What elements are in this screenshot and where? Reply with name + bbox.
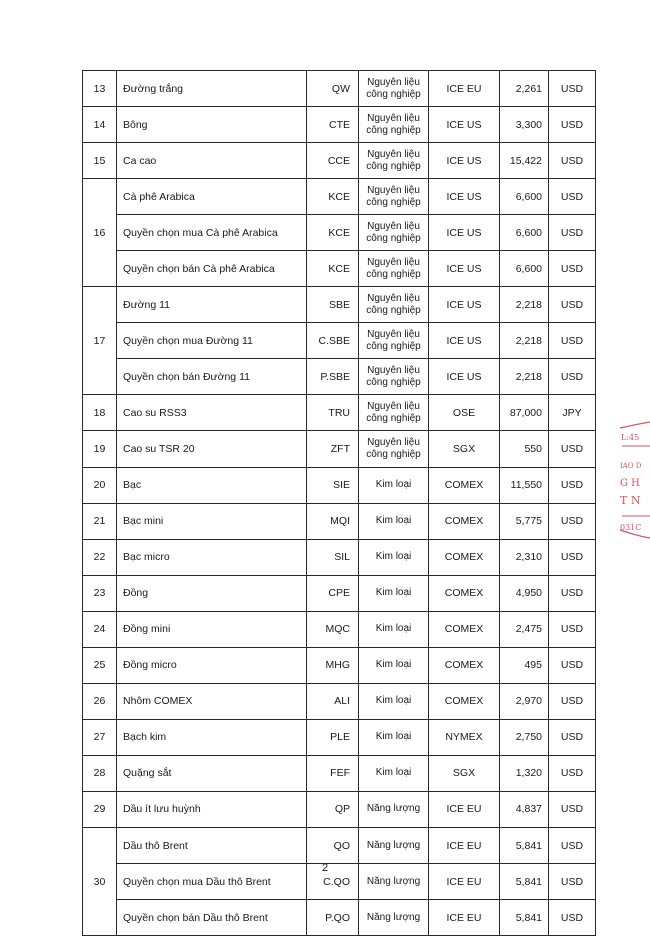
product-name: Đồng <box>117 575 307 611</box>
currency-unit: USD <box>549 179 596 215</box>
product-code: FEF <box>307 755 359 791</box>
currency-unit: USD <box>549 683 596 719</box>
row-number: 30 <box>83 827 117 935</box>
table-row <box>83 467 596 503</box>
row-number: 16 <box>83 179 117 287</box>
currency-unit: JPY <box>549 395 596 431</box>
table-row <box>83 503 596 539</box>
stamp-text-fragment: T N <box>620 494 641 507</box>
row-number: 28 <box>83 755 117 791</box>
exchange: ICE EU <box>429 900 500 936</box>
product-name: Dầu ít lưu huỳnh <box>117 791 307 827</box>
table-row <box>83 287 596 323</box>
row-number: 25 <box>83 647 117 683</box>
table-row <box>83 431 596 467</box>
exchange: COMEX <box>429 539 500 575</box>
product-group: Nguyên liệu công nghiệp <box>359 395 429 431</box>
product-code: C.QO <box>307 864 359 900</box>
exchange: COMEX <box>429 467 500 503</box>
product-group: Kim loại <box>359 467 429 503</box>
product-code: QW <box>307 71 359 107</box>
table-row <box>83 791 596 827</box>
product-group: Kim loại <box>359 755 429 791</box>
currency-unit: USD <box>549 864 596 900</box>
currency-unit: USD <box>549 431 596 467</box>
product-group: Kim loại <box>359 611 429 647</box>
exchange: ICE EU <box>429 791 500 827</box>
row-number: 20 <box>83 467 117 503</box>
product-name: Nhôm COMEX <box>117 683 307 719</box>
product-group: Nguyên liệu công nghiệp <box>359 431 429 467</box>
currency-unit: USD <box>549 467 596 503</box>
product-code: ZFT <box>307 431 359 467</box>
product-name: Quyền chọn bán Cà phê Arabica <box>117 251 307 287</box>
product-group: Kim loại <box>359 503 429 539</box>
stamp-text-fragment: 031C <box>620 523 642 532</box>
row-number: 24 <box>83 611 117 647</box>
row-number: 14 <box>83 107 117 143</box>
margin-value: 11,550 <box>500 467 549 503</box>
product-code: MQI <box>307 503 359 539</box>
product-group: Nguyên liệu công nghiệp <box>359 107 429 143</box>
margin-value: 5,841 <box>500 827 549 863</box>
table-row <box>83 71 596 107</box>
currency-unit: USD <box>549 900 596 936</box>
product-code: SIL <box>307 539 359 575</box>
margin-value: 2,261 <box>500 71 549 107</box>
table-row <box>83 683 596 719</box>
exchange: ICE US <box>429 323 500 359</box>
product-code: QP <box>307 791 359 827</box>
exchange: COMEX <box>429 575 500 611</box>
product-code: SBE <box>307 287 359 323</box>
row-number: 23 <box>83 575 117 611</box>
currency-unit: USD <box>549 611 596 647</box>
red-seal-stamp-graphic <box>618 416 650 542</box>
product-name: Đường 11 <box>117 287 307 323</box>
stamp-text-fragment: IAO D <box>620 462 642 470</box>
product-code: KCE <box>307 179 359 215</box>
product-code: KCE <box>307 215 359 251</box>
table-row <box>83 323 596 359</box>
margin-value: 4,837 <box>500 791 549 827</box>
margin-value: 550 <box>500 431 549 467</box>
currency-unit: USD <box>549 791 596 827</box>
product-group: Năng lượng <box>359 900 429 936</box>
product-group: Nguyên liệu công nghiệp <box>359 251 429 287</box>
product-code: QO <box>307 827 359 863</box>
product-code: ALI <box>307 683 359 719</box>
exchange: SGX <box>429 755 500 791</box>
currency-unit: USD <box>549 107 596 143</box>
margin-value: 2,475 <box>500 611 549 647</box>
product-name: Dầu thô Brent <box>117 827 307 863</box>
page-number: 2 <box>321 862 329 874</box>
product-group: Nguyên liệu công nghiệp <box>359 71 429 107</box>
product-name: Bạch kim <box>117 719 307 755</box>
stamp-arc-top <box>620 422 650 428</box>
margin-value: 2,970 <box>500 683 549 719</box>
row-number: 19 <box>83 431 117 467</box>
exchange: SGX <box>429 431 500 467</box>
product-group: Kim loại <box>359 719 429 755</box>
exchange: NYMEX <box>429 719 500 755</box>
row-number: 26 <box>83 683 117 719</box>
product-group: Nguyên liệu công nghiệp <box>359 323 429 359</box>
product-code: SIE <box>307 467 359 503</box>
product-group: Nguyên liệu công nghiệp <box>359 359 429 395</box>
exchange: ICE US <box>429 287 500 323</box>
table-row <box>83 827 596 863</box>
table-row <box>83 143 596 179</box>
margin-value: 3,300 <box>500 107 549 143</box>
exchange: ICE US <box>429 107 500 143</box>
exchange: ICE EU <box>429 71 500 107</box>
table-row <box>83 900 596 936</box>
product-group: Nguyên liệu công nghiệp <box>359 143 429 179</box>
exchange: COMEX <box>429 683 500 719</box>
table-row <box>83 719 596 755</box>
margin-table <box>82 70 596 936</box>
product-group: Năng lượng <box>359 791 429 827</box>
product-group: Kim loại <box>359 683 429 719</box>
stamp-text-fragment: L:45 <box>621 433 640 442</box>
product-code: CCE <box>307 143 359 179</box>
product-name: Quyền chọn bán Đường 11 <box>117 359 307 395</box>
currency-unit: USD <box>549 71 596 107</box>
currency-unit: USD <box>549 575 596 611</box>
margin-value: 4,950 <box>500 575 549 611</box>
margin-value: 2,218 <box>500 287 549 323</box>
product-name: Đồng mini <box>117 611 307 647</box>
product-code: MHG <box>307 647 359 683</box>
table-row <box>83 611 596 647</box>
product-group: Năng lượng <box>359 864 429 900</box>
exchange: ICE US <box>429 359 500 395</box>
product-group: Kim loại <box>359 575 429 611</box>
product-code: KCE <box>307 251 359 287</box>
product-name: Ca cao <box>117 143 307 179</box>
product-group: Năng lượng <box>359 827 429 863</box>
red-seal-stamp <box>618 416 650 542</box>
currency-unit: USD <box>549 215 596 251</box>
product-group: Nguyên liệu công nghiệp <box>359 179 429 215</box>
margin-value: 2,310 <box>500 539 549 575</box>
exchange: ICE EU <box>429 864 500 900</box>
exchange: COMEX <box>429 647 500 683</box>
margin-value: 2,750 <box>500 719 549 755</box>
exchange: ICE US <box>429 215 500 251</box>
margin-value: 2,218 <box>500 359 549 395</box>
currency-unit: USD <box>549 251 596 287</box>
product-name: Đồng micro <box>117 647 307 683</box>
currency-unit: USD <box>549 647 596 683</box>
product-code: CPE <box>307 575 359 611</box>
product-name: Bông <box>117 107 307 143</box>
product-code: P.QO <box>307 900 359 936</box>
product-name: Cao su TSR 20 <box>117 431 307 467</box>
product-name: Bạc mini <box>117 503 307 539</box>
currency-unit: USD <box>549 143 596 179</box>
margin-value: 6,600 <box>500 179 549 215</box>
product-code: P.SBE <box>307 359 359 395</box>
row-number: 13 <box>83 71 117 107</box>
product-group: Nguyên liệu công nghiệp <box>359 287 429 323</box>
exchange: ICE US <box>429 143 500 179</box>
product-name: Quặng sắt <box>117 755 307 791</box>
product-name: Bạc micro <box>117 539 307 575</box>
product-name: Quyền chọn bán Dầu thô Brent <box>117 900 307 936</box>
currency-unit: USD <box>549 755 596 791</box>
table-row <box>83 539 596 575</box>
exchange: COMEX <box>429 503 500 539</box>
currency-unit: USD <box>549 827 596 863</box>
table-row <box>83 359 596 395</box>
table-row <box>83 251 596 287</box>
margin-value: 6,600 <box>500 251 549 287</box>
exchange: ICE EU <box>429 827 500 863</box>
product-name: Quyền chọn mua Đường 11 <box>117 323 307 359</box>
margin-value: 2,218 <box>500 323 549 359</box>
product-code: C.SBE <box>307 323 359 359</box>
margin-value: 5,841 <box>500 864 549 900</box>
margin-value: 5,841 <box>500 900 549 936</box>
currency-unit: USD <box>549 539 596 575</box>
margin-value: 6,600 <box>500 215 549 251</box>
table-row <box>83 179 596 215</box>
product-name: Quyền chọn mua Dầu thô Brent <box>117 864 307 900</box>
row-number: 21 <box>83 503 117 539</box>
margin-value: 495 <box>500 647 549 683</box>
product-code: TRU <box>307 395 359 431</box>
row-number: 17 <box>83 287 117 395</box>
table-row <box>83 215 596 251</box>
currency-unit: USD <box>549 503 596 539</box>
product-code: CTE <box>307 107 359 143</box>
product-group: Nguyên liệu công nghiệp <box>359 215 429 251</box>
product-group: Kim loại <box>359 539 429 575</box>
product-name: Bạc <box>117 467 307 503</box>
table-row <box>83 575 596 611</box>
currency-unit: USD <box>549 323 596 359</box>
margin-value: 1,320 <box>500 755 549 791</box>
stamp-text-fragment: G H <box>620 478 640 489</box>
product-name: Cà phê Arabica <box>117 179 307 215</box>
row-number: 22 <box>83 539 117 575</box>
currency-unit: USD <box>549 287 596 323</box>
exchange: ICE US <box>429 251 500 287</box>
table-body <box>83 71 596 936</box>
currency-unit: USD <box>549 359 596 395</box>
exchange: COMEX <box>429 611 500 647</box>
exchange: ICE US <box>429 179 500 215</box>
product-name: Cao su RSS3 <box>117 395 307 431</box>
table-row <box>83 755 596 791</box>
row-number: 29 <box>83 791 117 827</box>
row-number: 18 <box>83 395 117 431</box>
product-code: MQC <box>307 611 359 647</box>
table-row <box>83 107 596 143</box>
exchange: OSE <box>429 395 500 431</box>
margin-value: 87,000 <box>500 395 549 431</box>
table-row <box>83 647 596 683</box>
margin-value: 5,775 <box>500 503 549 539</box>
row-number: 27 <box>83 719 117 755</box>
product-name: Quyền chọn mua Cà phê Arabica <box>117 215 307 251</box>
row-number: 15 <box>83 143 117 179</box>
table-row <box>83 395 596 431</box>
product-name: Đường trắng <box>117 71 307 107</box>
product-code: PLE <box>307 719 359 755</box>
margin-value: 15,422 <box>500 143 549 179</box>
currency-unit: USD <box>549 719 596 755</box>
product-group: Kim loại <box>359 647 429 683</box>
